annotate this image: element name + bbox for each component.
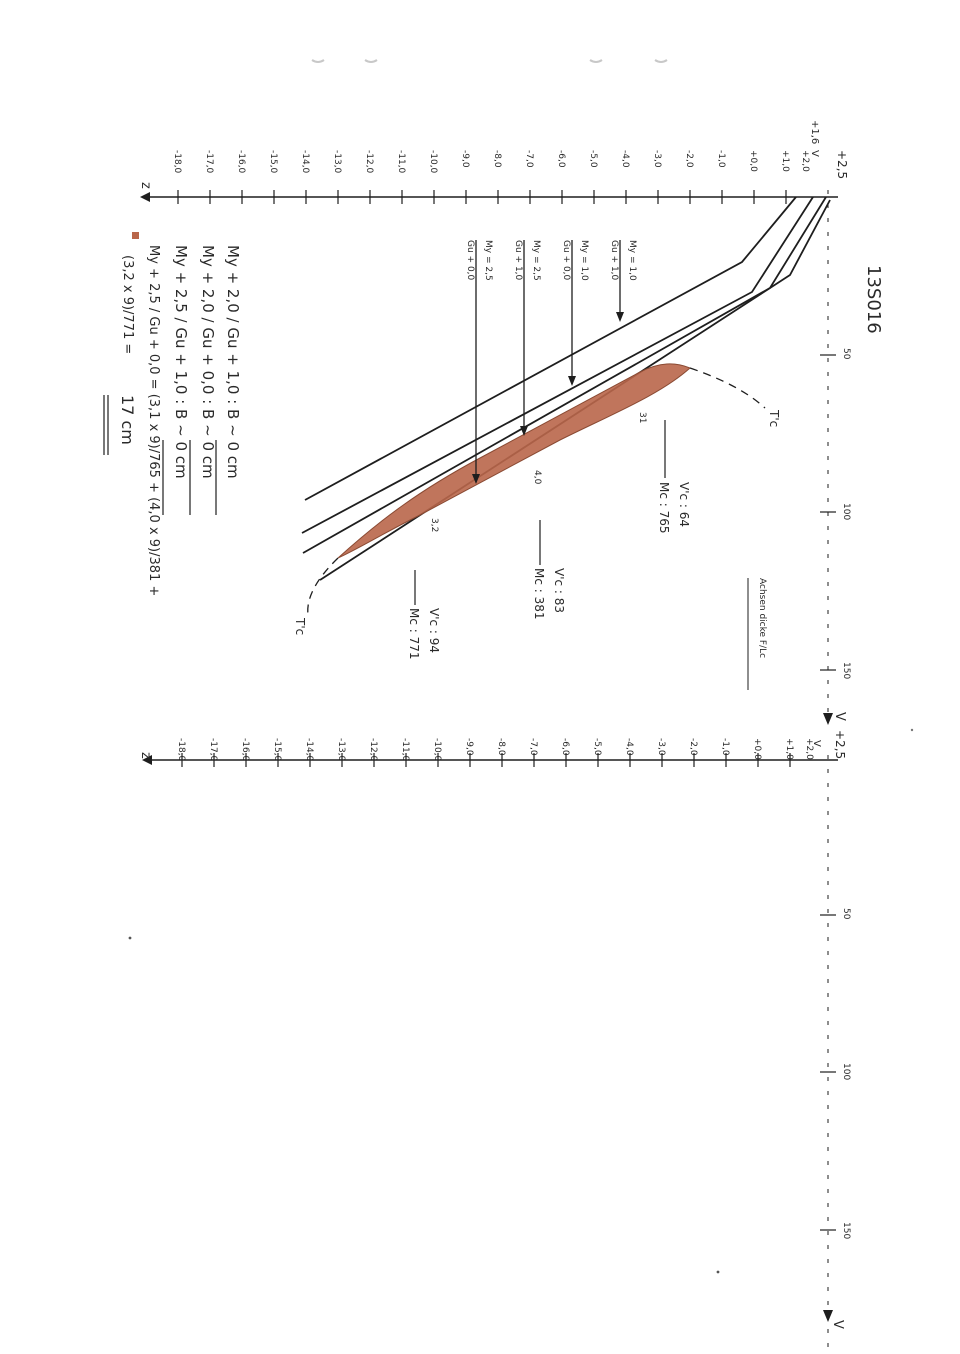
punch-marks bbox=[312, 60, 667, 62]
calculation-line: My + 2,0 / Gu + 1,0 : B ~ 0 cm bbox=[224, 245, 242, 479]
level-label-bottom: Gu + 1,0 bbox=[609, 240, 619, 281]
lower-v-tick-label: 50 bbox=[841, 908, 851, 920]
station-m: Mc : 771 bbox=[407, 608, 421, 660]
upper-depth-tick-labels bbox=[172, 150, 810, 174]
lower-depth-tick-label: -16,0 bbox=[240, 738, 250, 762]
calculation-line: My + 2,5 / Gu + 0,0 = (3,1 x 9)/765 + (4,0 x 9)/381 + bbox=[146, 245, 161, 597]
result-value: 17 cm bbox=[118, 395, 137, 445]
level-label-bottom: Gu + 1,0 bbox=[513, 240, 523, 281]
lower-depth-tick-labels bbox=[176, 738, 814, 762]
upper-chart bbox=[138, 120, 851, 725]
upper-v-arrow-icon bbox=[823, 713, 833, 725]
lower-axis-top-label: +2,5 bbox=[833, 730, 847, 760]
upper-v-tick-label: 150 bbox=[841, 662, 851, 680]
stray-mark bbox=[717, 1271, 720, 1274]
upper-depth-tick-label: +0,0 bbox=[748, 150, 758, 172]
upper-depth-tick-label: -13,0 bbox=[332, 150, 342, 174]
lower-v-tick-label: 100 bbox=[841, 1063, 851, 1081]
shade-bullet-icon bbox=[132, 232, 139, 239]
level-label-top: My = 2,5 bbox=[531, 240, 541, 281]
upper-axis-top-mark-2: V bbox=[809, 150, 820, 157]
lower-depth-tick-label: -10,0 bbox=[432, 738, 442, 762]
upper-v-tick-labels bbox=[841, 348, 851, 679]
level-label-top: My = 2,5 bbox=[483, 240, 493, 281]
calculation-line: My + 2,5 / Gu + 1,0 : B ~ 0 cm bbox=[172, 245, 190, 479]
upper-depth-tick-label: -14,0 bbox=[300, 150, 310, 174]
calculation-line: (3,2 x 9)/771 = bbox=[120, 255, 135, 355]
calculation-line: My + 2,0 / Gu + 0,0 : B ~ 0 cm bbox=[199, 245, 217, 479]
band-value: 4,0 bbox=[532, 470, 542, 485]
lower-h-axis-label: V bbox=[830, 1320, 845, 1329]
upper-dashed-curve-left bbox=[308, 558, 338, 615]
level-label-top: My = 1,0 bbox=[627, 240, 637, 281]
lower-depth-tick-label: +1,0 bbox=[784, 738, 794, 760]
upper-depth-tick-label: -3,0 bbox=[652, 150, 662, 168]
upper-depth-tick-label: -9,0 bbox=[460, 150, 470, 168]
lower-depth-tick-label: -7,0 bbox=[528, 738, 538, 756]
lower-depth-tick-label: -3,0 bbox=[656, 738, 666, 756]
band-value: 3,2 bbox=[429, 518, 439, 533]
upper-depth-tick-label: -6,0 bbox=[556, 150, 566, 168]
arrow-down-icon bbox=[616, 312, 624, 322]
station-m: Mc : 381 bbox=[532, 568, 546, 620]
upper-depth-tick-label: -4,0 bbox=[620, 150, 630, 168]
profile-line-2 bbox=[302, 197, 813, 533]
upper-depth-tick-label: -12,0 bbox=[364, 150, 374, 174]
upper-depth-axis-label: z bbox=[138, 182, 153, 189]
lower-depth-tick-label: -14,0 bbox=[304, 738, 314, 762]
lower-axis-top-mark-1: V bbox=[811, 740, 822, 747]
stray-mark bbox=[129, 937, 132, 940]
upper-depth-tick-label: -15,0 bbox=[268, 150, 278, 174]
lower-depth-tick-label: -18,0 bbox=[176, 738, 186, 762]
upper-shaded-area bbox=[338, 364, 690, 558]
level-label-bottom: Gu + 0,0 bbox=[465, 240, 475, 281]
upper-depth-tick-label: +1,0 bbox=[780, 150, 790, 172]
upper-depth-tick-label: -17,0 bbox=[204, 150, 214, 174]
lower-depth-tick-label: -6,0 bbox=[560, 738, 570, 756]
upper-depth-arrow-icon bbox=[140, 192, 150, 202]
calculations-block bbox=[104, 232, 242, 596]
lower-depth-tick-label: -2,0 bbox=[688, 738, 698, 756]
lower-v-tick-labels bbox=[841, 908, 851, 1239]
side-note: Achsen dicke F/Lc bbox=[757, 578, 767, 659]
lower-depth-tick-label: -1,0 bbox=[720, 738, 730, 756]
arrow-down-icon bbox=[568, 376, 576, 386]
band-value: 31 bbox=[637, 412, 647, 424]
upper-dashed-curve-right bbox=[690, 368, 765, 408]
upper-depth-tick-label: -11,0 bbox=[396, 150, 406, 174]
level-labels bbox=[465, 240, 637, 281]
lower-depth-tick-label: -9,0 bbox=[464, 738, 474, 756]
upper-depth-tick-label: -2,0 bbox=[684, 150, 694, 168]
upper-depth-tick-label: -1,0 bbox=[716, 150, 726, 168]
level-label-bottom: Gu + 0,0 bbox=[561, 240, 571, 281]
upper-h-axis-label: V bbox=[832, 712, 847, 721]
stray-mark bbox=[911, 729, 913, 731]
level-label-top: My = 1,0 bbox=[579, 240, 589, 281]
lower-depth-tick-label: -13,0 bbox=[336, 738, 346, 762]
station-v: V'c : 64 bbox=[677, 482, 691, 528]
upper-v-tick-label: 50 bbox=[841, 348, 851, 360]
lower-depth-tick-label: +2,0 bbox=[804, 738, 814, 760]
lower-depth-tick-label: -8,0 bbox=[496, 738, 506, 756]
lower-depth-tick-label: -11,0 bbox=[400, 738, 410, 762]
lower-depth-tick-label: -4,0 bbox=[624, 738, 634, 756]
station-v: V'c : 83 bbox=[552, 568, 566, 614]
upper-depth-tick-label: -5,0 bbox=[588, 150, 598, 168]
station-m: Mc : 765 bbox=[657, 482, 671, 534]
lower-depth-axis-label: z bbox=[138, 752, 153, 759]
station-labels bbox=[407, 482, 691, 660]
upper-axis-top-label: +2,5 bbox=[835, 150, 849, 180]
lower-depth-tick-label: -5,0 bbox=[592, 738, 602, 756]
lower-v-ticks bbox=[820, 915, 836, 1230]
upper-depth-tick-label: -16,0 bbox=[236, 150, 246, 174]
upper-v-tick-label: 100 bbox=[841, 503, 851, 521]
curve-label-left: T'c bbox=[293, 618, 307, 636]
station-v: V'c : 94 bbox=[427, 608, 441, 654]
lower-v-tick-label: 150 bbox=[841, 1222, 851, 1240]
profile-line-1 bbox=[305, 197, 796, 500]
upper-depth-tick-label: -7,0 bbox=[524, 150, 534, 168]
lower-depth-tick-label: -12,0 bbox=[368, 738, 378, 762]
curve-label-right: T'c bbox=[767, 410, 781, 428]
lower-depth-tick-label: -15,0 bbox=[272, 738, 282, 762]
upper-depth-tick-label: -8,0 bbox=[492, 150, 502, 168]
upper-depth-tick-label: -18,0 bbox=[172, 150, 182, 174]
sheet-number: 13S016 bbox=[863, 265, 884, 334]
upper-axis-top-mark-1: +1,6 bbox=[809, 120, 820, 145]
upper-depth-tick-label: -10,0 bbox=[428, 150, 438, 174]
lower-depth-tick-label: +0,0 bbox=[752, 738, 762, 760]
upper-depth-tick-label: +2,0 bbox=[800, 150, 810, 172]
lower-depth-tick-label: -17,0 bbox=[208, 738, 218, 762]
lower-chart bbox=[138, 730, 851, 1349]
